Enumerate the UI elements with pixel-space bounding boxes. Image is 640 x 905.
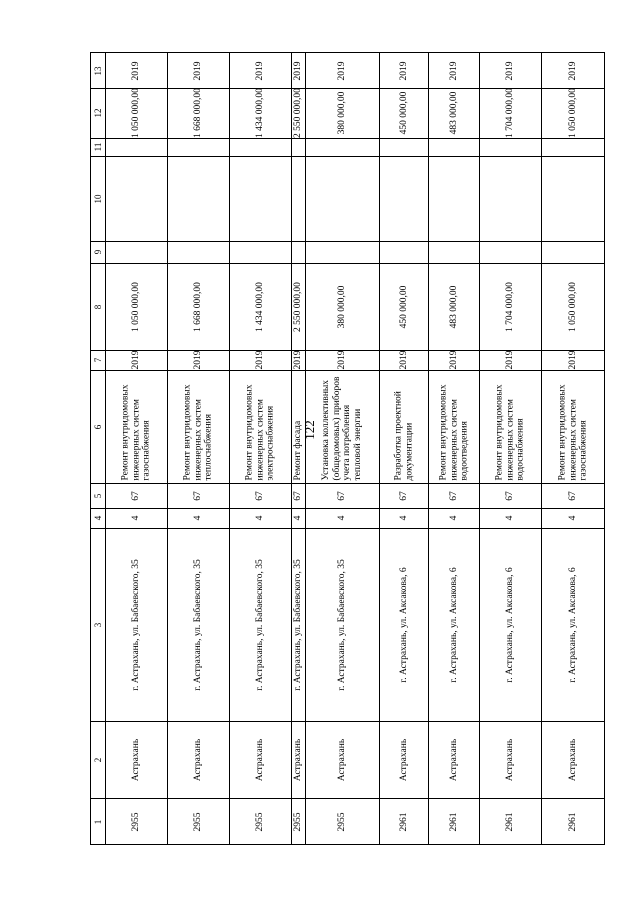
- row-7-col-5-text: 67: [448, 490, 459, 501]
- row-4-col-13-text: 2019: [292, 61, 303, 80]
- row-9-col-5-text: 67: [567, 490, 578, 501]
- row-8-col-9: [479, 241, 541, 263]
- row-5-col-13-text: 2019: [336, 61, 347, 80]
- row-3-col-12-text: 1 434 000,00: [254, 88, 265, 138]
- row-8-col-1: [479, 798, 541, 846]
- row-7-col-3-text: г. Астрахань, ул. Аксакова, 6: [448, 566, 459, 683]
- row-4-col-8-text: 2 550 000,00: [292, 281, 303, 332]
- row-4-col-8: [291, 263, 305, 350]
- data-table: [90, 52, 605, 845]
- row-7-col-10: [428, 156, 479, 241]
- row-4-col-1-text: 2955: [292, 812, 303, 832]
- row-9-col-7-text: 2019: [567, 350, 578, 370]
- row-6-col-1-text: 2961: [398, 812, 409, 832]
- row-4-col-12-text: 2 550 000,00: [292, 88, 303, 138]
- row-6-col-6: [379, 370, 428, 483]
- row-1-col-10: [105, 156, 167, 241]
- row-8-col-6-text: Ремонт внутридомовых инженерных систем водоснабжения: [494, 384, 526, 480]
- row-9-col-6: [541, 370, 605, 483]
- row-1-col-9: [105, 241, 167, 263]
- row-4-col-2-text: Астрахань: [292, 738, 303, 781]
- row-4-col-4: [291, 508, 305, 528]
- column-header-11-text: 11: [92, 142, 103, 152]
- row-2-col-7-text: 2019: [192, 350, 203, 370]
- column-header-12-text: 12: [92, 108, 103, 118]
- row-7-col-5: [428, 483, 479, 508]
- row-2-col-13-text: 2019: [192, 61, 203, 80]
- row-2-col-8-text: 1 668 000,00: [192, 281, 203, 332]
- row-9-col-6-text: Ремонт внутридомовых инженерных систем газоснабжения: [557, 384, 589, 480]
- row-6-col-5-text: 67: [398, 490, 409, 501]
- row-3-col-8: [229, 263, 291, 350]
- row-2-col-1: [167, 798, 229, 846]
- row-6-col-3: [379, 528, 428, 721]
- row-9-col-4-text: 4: [567, 515, 578, 521]
- row-6-col-12-text: 450 000,00: [398, 91, 409, 135]
- row-7-col-8: [428, 263, 479, 350]
- row-2-col-11: [167, 138, 229, 156]
- row-3-col-2: [229, 721, 291, 798]
- row-1-col-7: [105, 350, 167, 370]
- row-6-col-11: [379, 138, 428, 156]
- row-1-col-13: [105, 53, 167, 88]
- row-2-col-13: [167, 53, 229, 88]
- row-6-col-6-text: Разработка проектной документации: [393, 390, 414, 480]
- row-5-col-3-text: г. Астрахань, ул. Бабаевского, 35: [336, 558, 347, 691]
- column-header-10: [90, 156, 105, 241]
- row-6-col-10: [379, 156, 428, 241]
- row-6-col-8-text: 450 000,00: [398, 285, 409, 328]
- row-7-col-3: [428, 528, 479, 721]
- row-2-col-4-text: 4: [192, 515, 203, 521]
- column-header-6: [90, 370, 105, 483]
- column-header-2: [90, 721, 105, 798]
- row-5-col-8: [305, 263, 379, 350]
- row-5-col-2: [305, 721, 379, 798]
- row-9-col-3: [541, 528, 605, 721]
- row-6-col-4-text: 4: [398, 515, 409, 521]
- row-8-col-5: [479, 483, 541, 508]
- column-header-7: [90, 350, 105, 370]
- row-9-col-3-text: г. Астрахань, ул. Аксакова, 6: [567, 566, 578, 683]
- row-4-col-3-text: г. Астрахань, ул. Бабаевского, 35: [292, 558, 303, 691]
- row-8-col-13: [479, 53, 541, 88]
- row-3-col-9: [229, 241, 291, 263]
- row-4-col-5-text: 67: [292, 490, 303, 501]
- row-2-col-1-text: 2955: [192, 812, 203, 832]
- row-9-col-4: [541, 508, 605, 528]
- row-6-col-12: [379, 88, 428, 138]
- row-7-col-2: [428, 721, 479, 798]
- row-9-col-1-text: 2961: [567, 812, 578, 832]
- row-3-col-4-text: 4: [254, 515, 265, 521]
- row-8-col-5-text: 67: [504, 490, 515, 501]
- column-header-12: [90, 88, 105, 138]
- row-9-col-8: [541, 263, 605, 350]
- row-8-col-12-text: 1 704 000,00: [504, 88, 515, 138]
- row-7-col-11: [428, 138, 479, 156]
- row-6-col-13: [379, 53, 428, 88]
- column-header-11: [90, 138, 105, 156]
- row-1-col-1-text: 2955: [130, 812, 141, 832]
- row-4-col-4-text: 4: [292, 515, 303, 521]
- row-1-col-3-text: г. Астрахань, ул. Бабаевского, 35: [130, 558, 141, 691]
- row-2-col-12-text: 1 668 000,00: [192, 88, 203, 138]
- row-3-col-4: [229, 508, 291, 528]
- row-7-col-12-text: 483 000,00: [448, 91, 459, 135]
- row-6-col-8: [379, 263, 428, 350]
- row-6-col-1: [379, 798, 428, 846]
- row-1-col-3: [105, 528, 167, 721]
- row-5-col-1: [305, 798, 379, 846]
- row-6-col-13-text: 2019: [398, 61, 409, 80]
- row-5-col-6-text: Установка коллективных (общедомовых) приборов учета потребления тепловой энергии: [321, 376, 363, 480]
- row-7-col-6-text: Ремонт внутридомовых инженерных систем водоотведения: [437, 384, 469, 480]
- row-8-col-3-text: г. Астрахань, ул. Аксакова, 6: [504, 566, 515, 683]
- row-8-col-7: [479, 350, 541, 370]
- row-5-col-10: [305, 156, 379, 241]
- row-7-col-7-text: 2019: [448, 350, 459, 370]
- row-9-col-10: [541, 156, 605, 241]
- row-4-col-5: [291, 483, 305, 508]
- row-9-col-12: [541, 88, 605, 138]
- row-3-col-11: [229, 138, 291, 156]
- column-header-13-text: 13: [92, 66, 103, 75]
- row-5-col-9: [305, 241, 379, 263]
- row-4-col-9: [291, 241, 305, 263]
- row-7-col-2-text: Астрахань: [448, 738, 459, 781]
- row-7-col-6: [428, 370, 479, 483]
- row-5-col-4-text: 4: [336, 515, 347, 521]
- column-header-4-text: 4: [92, 515, 103, 521]
- row-5-col-3: [305, 528, 379, 721]
- row-1-col-11: [105, 138, 167, 156]
- row-8-col-8-text: 1 704 000,00: [504, 281, 515, 332]
- row-8-col-2-text: Астрахань: [504, 738, 515, 781]
- row-5-col-4: [305, 508, 379, 528]
- row-3-col-7: [229, 350, 291, 370]
- row-9-col-13: [541, 53, 605, 88]
- row-2-col-8: [167, 263, 229, 350]
- column-header-5-text: 5: [92, 493, 103, 498]
- row-8-col-10: [479, 156, 541, 241]
- row-8-col-6: [479, 370, 541, 483]
- row-5-col-12: [305, 88, 379, 138]
- row-3-col-13: [229, 53, 291, 88]
- row-8-col-1-text: 2961: [504, 812, 515, 832]
- row-8-col-4: [479, 508, 541, 528]
- row-2-col-7: [167, 350, 229, 370]
- row-3-col-8-text: 1 434 000,00: [254, 281, 265, 332]
- row-9-col-2-text: Астрахань: [567, 738, 578, 781]
- row-6-col-7: [379, 350, 428, 370]
- row-6-col-2: [379, 721, 428, 798]
- column-header-8-text: 8: [92, 304, 103, 309]
- row-9-col-7: [541, 350, 605, 370]
- row-2-col-5: [167, 483, 229, 508]
- row-4-col-10: [291, 156, 305, 241]
- row-6-col-3-text: г. Астрахань, ул. Аксакова, 6: [398, 566, 409, 683]
- row-6-col-4: [379, 508, 428, 528]
- row-5-col-12-text: 380 000,00: [336, 91, 347, 135]
- row-3-col-7-text: 2019: [254, 350, 265, 370]
- column-header-5: [90, 483, 105, 508]
- row-3-col-3: [229, 528, 291, 721]
- row-4-col-12: [291, 88, 305, 138]
- page-number: 122: [302, 420, 317, 440]
- row-2-col-6-text: Ремонт внутридомовых инженерных систем теплоснабжения: [182, 384, 214, 480]
- row-9-col-13-text: 2019: [567, 61, 578, 80]
- row-9-col-8-text: 1 050 000,00: [567, 281, 578, 332]
- column-header-3: [90, 528, 105, 721]
- row-1-col-1: [105, 798, 167, 846]
- column-header-1: [90, 798, 105, 846]
- row-6-col-9: [379, 241, 428, 263]
- column-header-3-text: 3: [92, 622, 103, 627]
- row-7-col-12: [428, 88, 479, 138]
- row-4-col-6-text: Ремонт фасада: [292, 420, 303, 480]
- row-4-col-6: [291, 370, 305, 483]
- row-1-col-4-text: 4: [130, 515, 141, 521]
- row-4-col-2: [291, 721, 305, 798]
- row-2-col-2-text: Астрахань: [192, 738, 203, 781]
- column-header-4: [90, 508, 105, 528]
- column-header-9-text: 9: [92, 249, 103, 255]
- row-8-col-13-text: 2019: [504, 61, 515, 80]
- row-4-col-3: [291, 528, 305, 721]
- row-3-col-6-text: Ремонт внутридомовых инженерных систем электроснабжения: [244, 384, 276, 480]
- row-7-col-7: [428, 350, 479, 370]
- row-7-col-13-text: 2019: [448, 61, 459, 80]
- column-header-2-text: 2: [92, 757, 103, 762]
- row-4-col-13: [291, 53, 305, 88]
- row-6-col-2-text: Астрахань: [398, 738, 409, 781]
- row-2-col-3-text: г. Астрахань, ул. Бабаевского, 35: [192, 558, 203, 691]
- row-7-col-13: [428, 53, 479, 88]
- row-5-col-5-text: 67: [336, 490, 347, 501]
- row-5-col-7-text: 2019: [336, 350, 347, 370]
- row-3-col-1: [229, 798, 291, 846]
- row-8-col-2: [479, 721, 541, 798]
- row-3-col-5: [229, 483, 291, 508]
- row-9-col-12-text: 1 050 000,00: [567, 88, 578, 138]
- row-2-col-3: [167, 528, 229, 721]
- row-8-col-4-text: 4: [504, 515, 515, 521]
- row-9-col-9: [541, 241, 605, 263]
- row-1-col-12-text: 1 050 000,00: [130, 88, 141, 138]
- row-7-col-1-text: 2961: [448, 812, 459, 832]
- column-header-13: [90, 53, 105, 88]
- row-8-col-11: [479, 138, 541, 156]
- column-header-7-text: 7: [92, 357, 103, 363]
- row-4-col-1: [291, 798, 305, 846]
- row-9-col-1: [541, 798, 605, 846]
- row-3-col-5-text: 67: [254, 490, 265, 501]
- row-1-col-13-text: 2019: [130, 61, 141, 80]
- row-5-col-11: [305, 138, 379, 156]
- row-7-col-9: [428, 241, 479, 263]
- row-5-col-2-text: Астрахань: [336, 738, 347, 781]
- row-6-col-5: [379, 483, 428, 508]
- row-8-col-8: [479, 263, 541, 350]
- row-4-col-11: [291, 138, 305, 156]
- row-2-col-10: [167, 156, 229, 241]
- row-6-col-7-text: 2019: [398, 350, 409, 370]
- row-3-col-10: [229, 156, 291, 241]
- column-header-8: [90, 263, 105, 350]
- row-5-col-6: [305, 370, 379, 483]
- row-5-col-7: [305, 350, 379, 370]
- row-2-col-2: [167, 721, 229, 798]
- row-5-col-8-text: 380 000,00: [336, 285, 347, 328]
- row-3-col-2-text: Астрахань: [254, 738, 265, 781]
- column-header-6-text: 6: [92, 424, 103, 429]
- row-3-col-1-text: 2955: [254, 812, 265, 832]
- row-2-col-5-text: 67: [192, 490, 203, 501]
- row-1-col-5: [105, 483, 167, 508]
- row-8-col-12: [479, 88, 541, 138]
- row-2-col-6: [167, 370, 229, 483]
- row-3-col-13-text: 2019: [254, 61, 265, 80]
- row-3-col-6: [229, 370, 291, 483]
- row-1-col-4: [105, 508, 167, 528]
- row-1-col-8-text: 1 050 000,00: [130, 281, 141, 332]
- column-header-10-text: 10: [92, 194, 103, 203]
- row-1-col-7-text: 2019: [130, 350, 141, 370]
- row-8-col-3: [479, 528, 541, 721]
- row-9-col-11: [541, 138, 605, 156]
- row-8-col-7-text: 2019: [504, 350, 515, 370]
- row-1-col-5-text: 67: [130, 490, 141, 501]
- row-3-col-12: [229, 88, 291, 138]
- row-1-col-2-text: Астрахань: [130, 738, 141, 781]
- row-4-col-7: [291, 350, 305, 370]
- row-5-col-1-text: 2955: [336, 812, 347, 832]
- row-1-col-6-text: Ремонт внутридомовых инженерных систем газоснабжения: [120, 384, 152, 480]
- column-header-9: [90, 241, 105, 263]
- row-5-col-13: [305, 53, 379, 88]
- row-7-col-4: [428, 508, 479, 528]
- row-5-col-5: [305, 483, 379, 508]
- row-4-col-7-text: 2019: [292, 350, 303, 370]
- column-header-1-text: 1: [92, 819, 103, 825]
- row-1-col-12: [105, 88, 167, 138]
- row-9-col-5: [541, 483, 605, 508]
- row-7-col-1: [428, 798, 479, 846]
- row-1-col-8: [105, 263, 167, 350]
- row-2-col-12: [167, 88, 229, 138]
- row-2-col-9: [167, 241, 229, 263]
- row-1-col-2: [105, 721, 167, 798]
- row-1-col-6: [105, 370, 167, 483]
- row-9-col-2: [541, 721, 605, 798]
- row-7-col-8-text: 483 000,00: [448, 285, 459, 328]
- row-3-col-3-text: г. Астрахань, ул. Бабаевского, 35: [254, 558, 265, 691]
- row-2-col-4: [167, 508, 229, 528]
- row-7-col-4-text: 4: [448, 515, 459, 521]
